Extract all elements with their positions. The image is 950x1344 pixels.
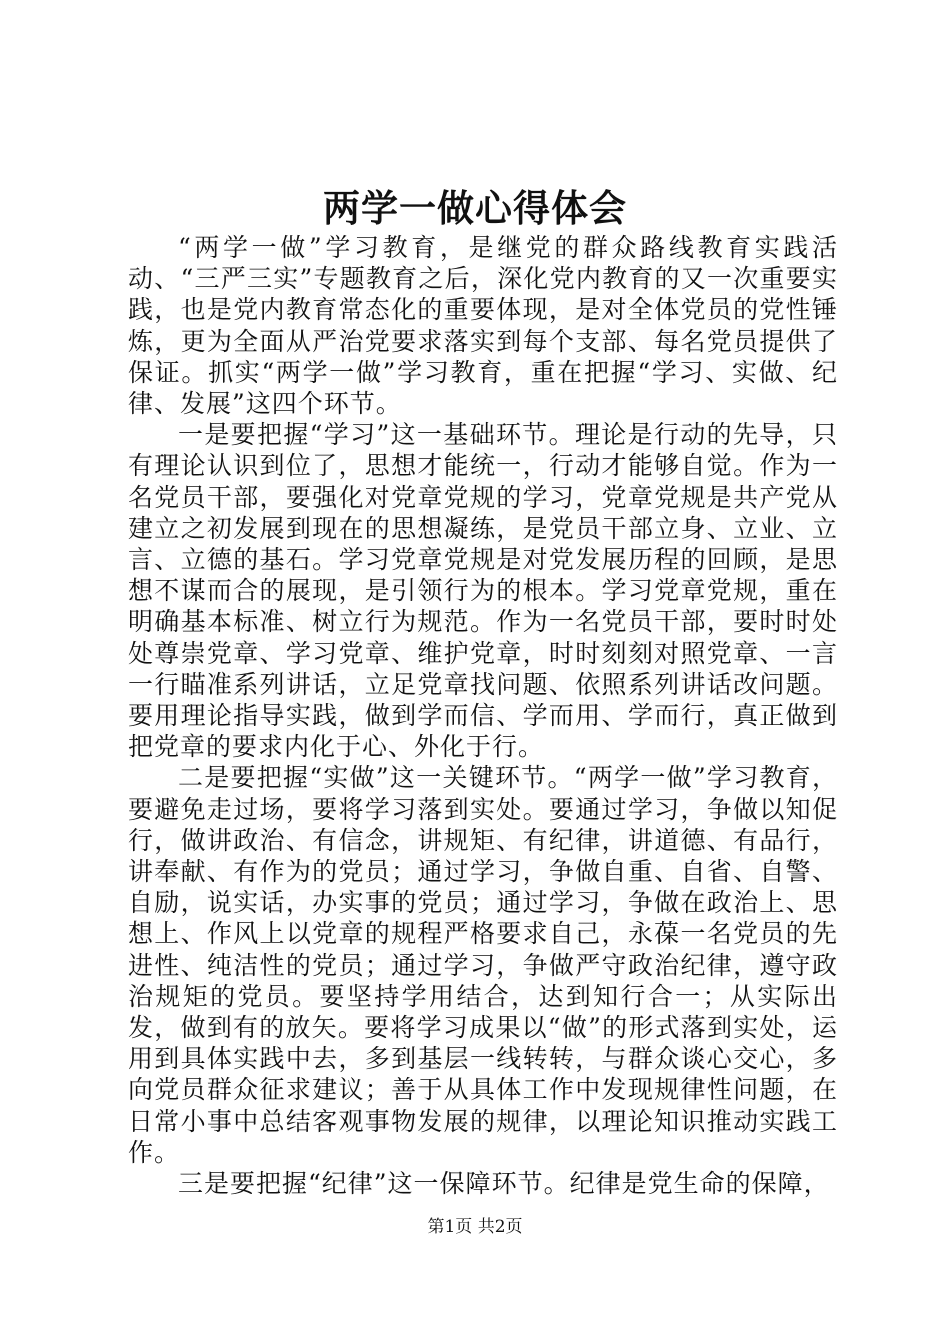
document-title: 两学一做心得体会 — [323, 186, 627, 230]
paragraph-intro: “两学一做”学习教育，是继党的群众路线教育实践活动、“三严三实”专题教育之后，深化党内教育的又一次重要实践，也是党内教育常态化的重要体现，是对全体党员的党性锤炼，更为全面从严治党要求落实到每个支部、每名党员提供了保证。抓实“两学一做”学习教育，重在把握“学习、实做、纪律、发展”这四个环节。 — [128, 233, 838, 419]
paragraph-study: 一是要把握“学习”这一基础环节。理论是行动的先导，只有理论认识到位了，思想才能统一，行动才能够自觉。作为一名党员干部，要强化对党章党规的学习，党章党规是共产党从建立之初发展到现在的思想凝练，是党员干部立身、立业、立言、立德的基石。学习党章党规是对党发展历程的回顾，是思想不谋而合的展现，是引领行为的根本。学习党章党规，重在明确基本标准、树立行为规范。作为一名党员干部，要时时处处尊崇党章、学习党章、维护党章，时时刻刻对照党章、一言一行瞄准系列讲话，立足党章找问题、依照系列讲话改问题。要用理论指导实践，做到学而信、学而用、学而行，真正做到把党章的要求内化于心、外化于行。 — [128, 420, 838, 762]
page-footer: 第1页 共2页 — [427, 1217, 523, 1237]
paragraph-practice: 二是要把握“实做”这一关键环节。“两学一做”学习教育，要避免走过场，要将学习落到实处。要通过学习，争做以知促行，做讲政治、有信念，讲规矩、有纪律，讲道德、有品行，讲奉献、有作为的党员；通过学习，争做自重、自省、自警、自励，说实话，办实事的党员；通过学习，争做在政治上、思想上、作风上以党章的规程严格要求自己，永葆一名党员的先进性、纯洁性的党员；通过学习，争做严守政治纪律，遵守政治规矩的党员。要坚持学用结合，达到知行合一；从实际出发，做到有的放矢。要将学习成果以“做”的形式落到实处，运用到具体实践中去，多到基层一线转转，与群众谈心交心，多向党员群众征求建议；善于从具体工作中发现规律性问题，在日常小事中总结客观事物发展的规律，以理论知识推动实践工作。 — [128, 763, 838, 1167]
paragraph-discipline: 三是要把握“纪律”这一保障环节。纪律是党生命的保障， — [178, 1169, 830, 1199]
document-body — [128, 232, 838, 1199]
